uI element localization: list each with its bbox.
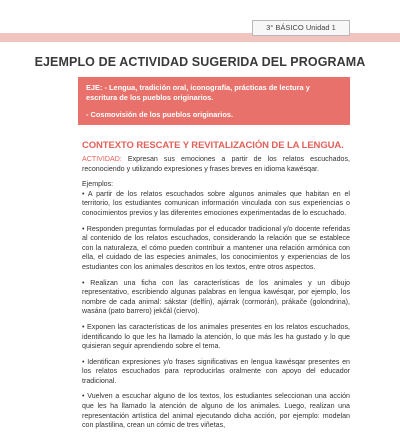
example-item: • Identifican expresiones y/o frases significativas en lengua kawésqar presentes en los relatos escuchados para reproducirlas oralmente con apoyo del educador tradicional. [82,357,350,385]
examples-label: Ejemplos: [82,180,114,189]
grade-unit-badge: 3° BÁSICO Unidad 1 [252,20,350,36]
activity-paragraph [82,155,350,174]
example-item: • A partir de los relatos escuchados sobre algunos animales que habitan en el territorio, los estudiantes comunican información vinculada con sus experiencias o conocimientos previos y las diferentes emociones experimentadas de lo escuchado. [82,189,350,217]
page-title: EJEMPLO DE ACTIVIDAD SUGERIDA DEL PROGRAMA [34,55,366,69]
activity-text: Expresan sus emociones a partir de los relatos escuchados, reconociendo y utilizando expresiones y frases breves en idioma kawésqar. [82,155,350,173]
example-item: • Vuelven a escuchar alguno de los textos, los estudiantes seleccionan una acción que les ha llamado la atención de alguno de los animales. Luego, realizan una representación artística del animal ejecutando dicha acción, por ejemplo: modelan con plastilina, crean un cómic de tres viñetas, [82,392,350,430]
eje-line-2: - Cosmovisión de los pueblos originarios. [86,110,234,119]
eje-box [78,77,350,125]
example-item: • Realizan una ficha con las características de los animales y un dibujo representativo, escribiendo algunas palabras en lengua kawésqar, por ejemplo, los nombre de cada animal: sákstar (delfín), ajárrak (cormorán), prákače (golondrina), wasána (pato barrero) jekčál (ciervo). [82,278,350,316]
activity-content [82,155,350,437]
eje-line-1: EJE: - Lengua, tradición oral, iconografía, prácticas de lectura y escritura de los pueblos originarios. [86,83,310,102]
section-heading: CONTEXTO RESCATE Y REVITALIZACIÓN DE LA LENGUA. [82,140,344,151]
example-item: • Responden preguntas formuladas por el educador tradicional y/o docente referidas al contenido de los relatos escuchados, considerando la relación que se establece con la naturaleza, el cómo pueden contribuir a mantener una relación armónica con ella, el cuidado de las especies animales, los conocimientos y experiencias de los estudiantes con los animales descritos en los textos, entre otros aspectos. [82,224,350,271]
example-item: • Exponen las características de los animales presentes en los relatos escuchados, identificando lo que les ha llamado la atención, lo que más les ha gustado y lo que quisieran seguir aprendiendo sobre el tema. [82,322,350,351]
header-bar [0,0,400,44]
activity-label: ACTIVIDAD: [82,155,122,163]
